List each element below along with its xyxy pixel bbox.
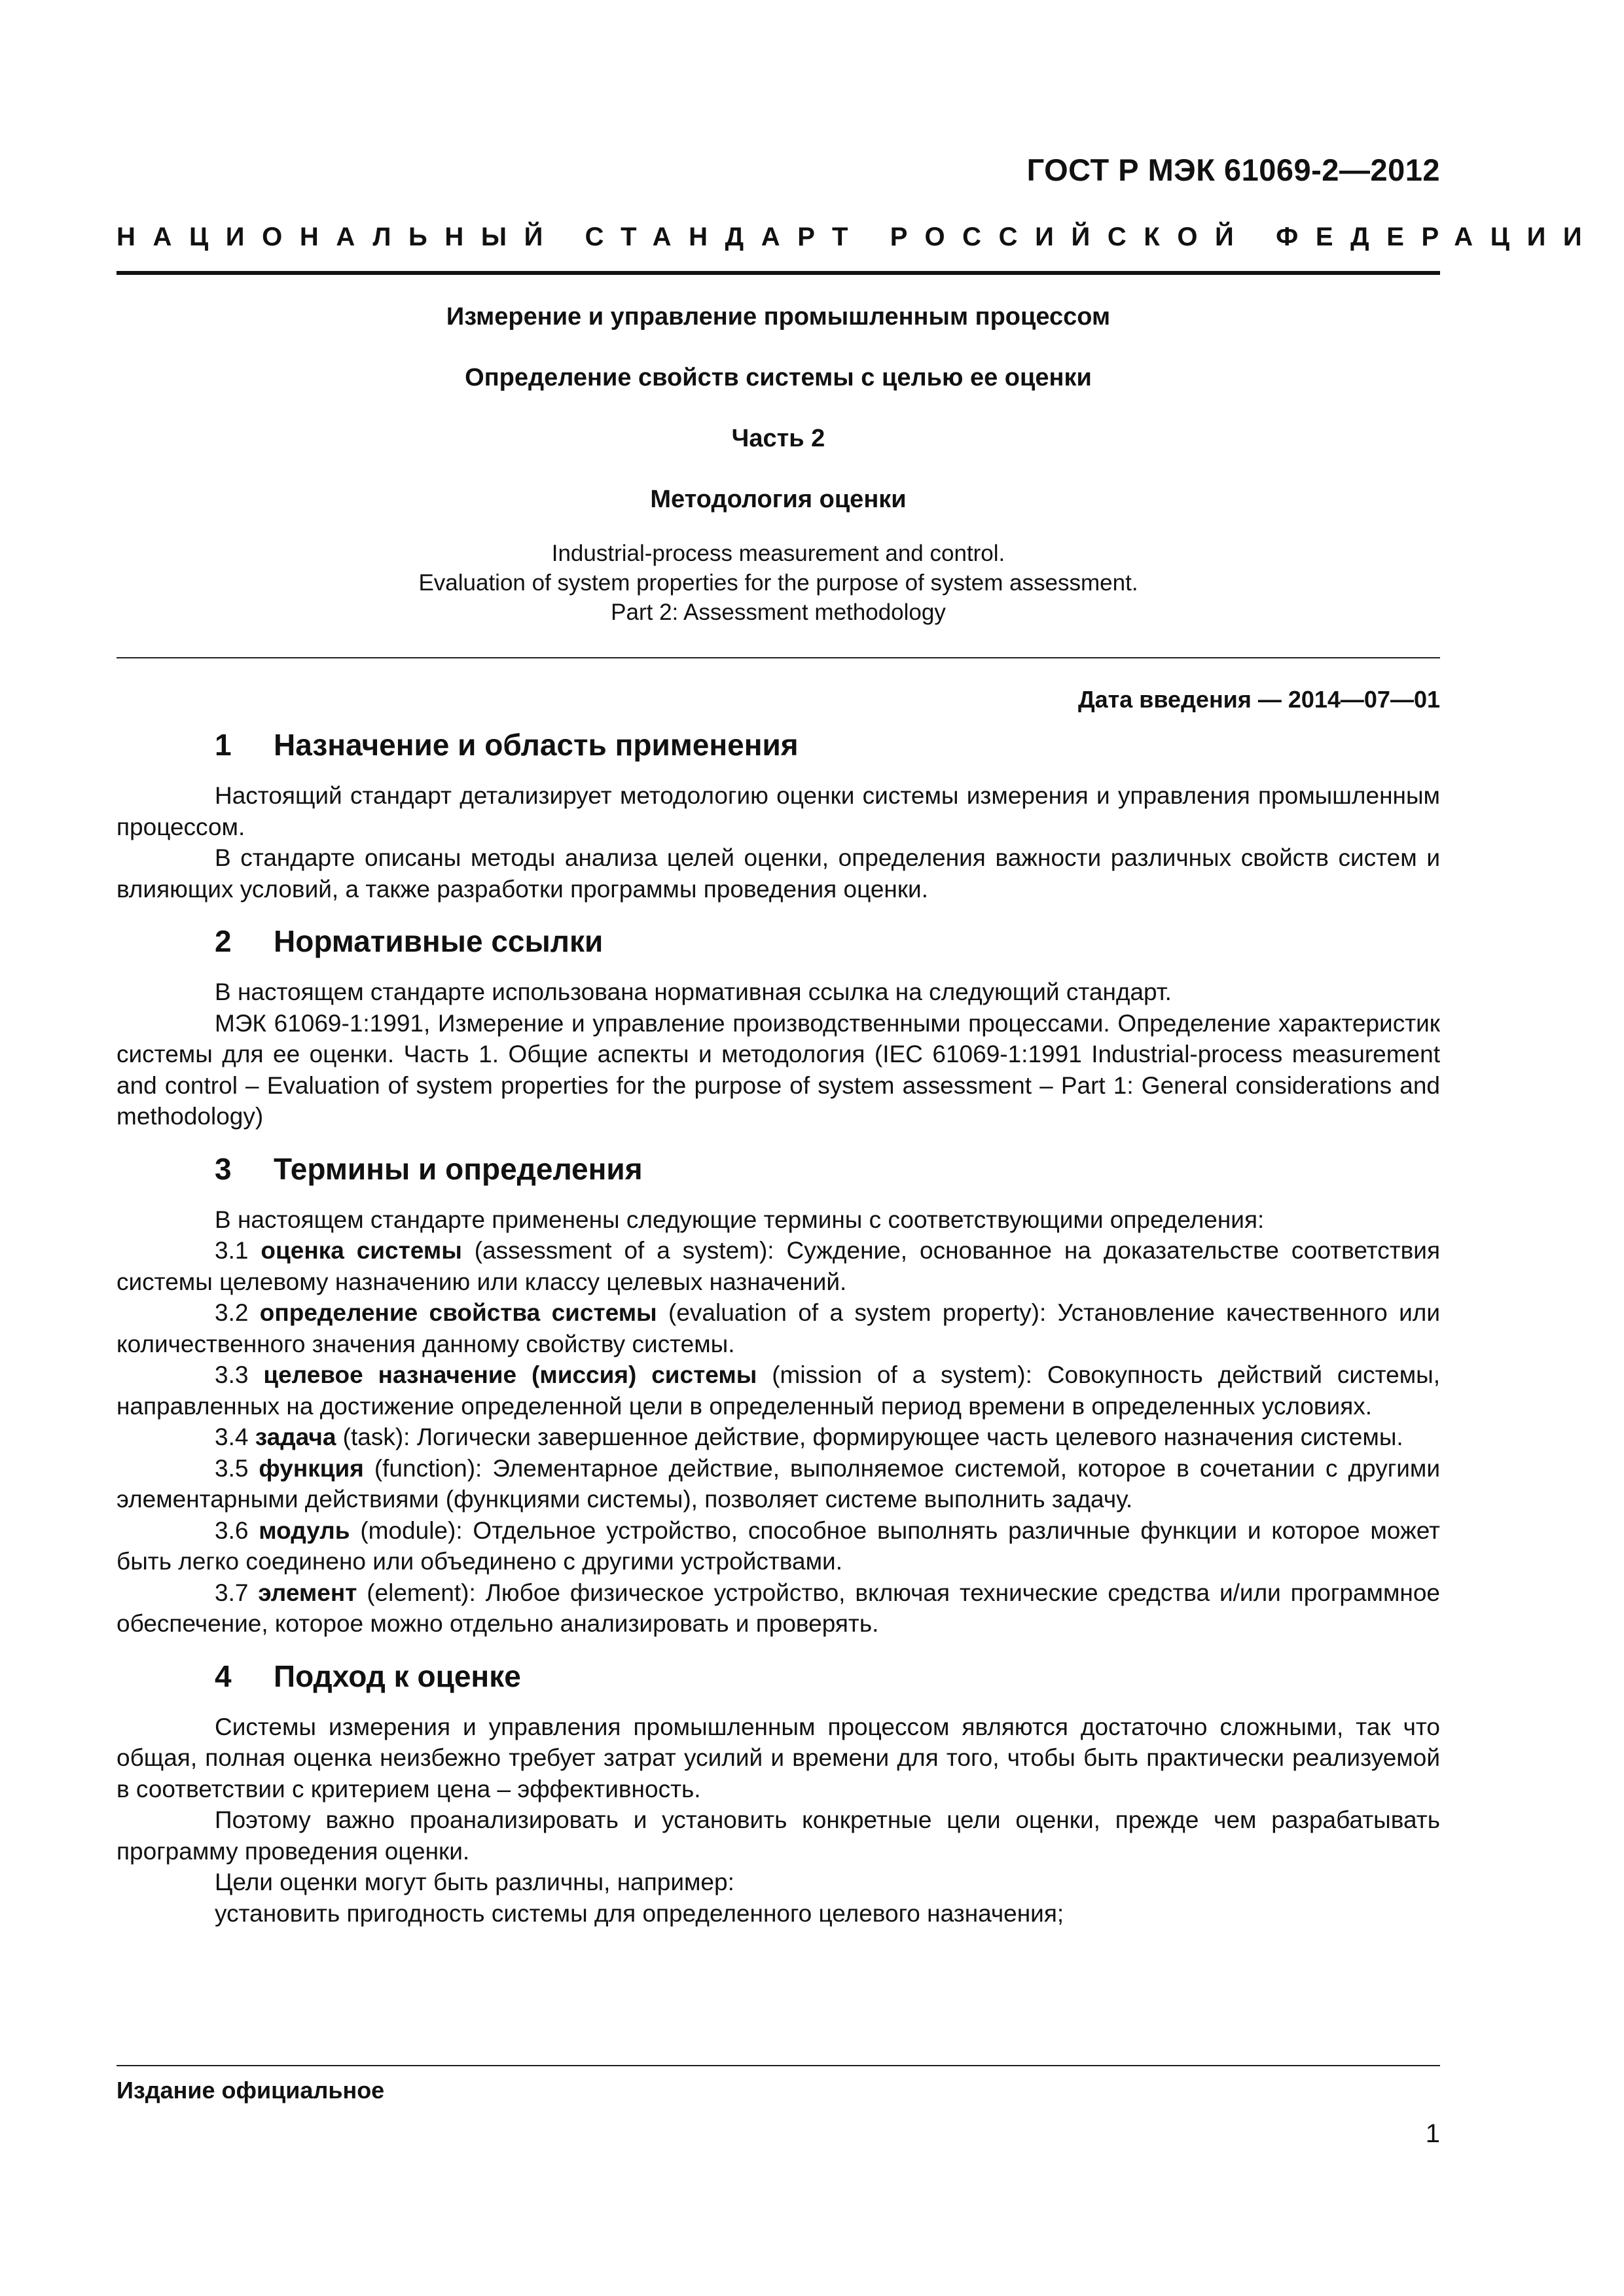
term-text: (evaluation of a system property): Установление качественного или количественного значения данному свойству системы.	[117, 1299, 1440, 1357]
term-name: модуль	[259, 1516, 350, 1544]
term-definition	[117, 1577, 1440, 1640]
footer-rule	[117, 2065, 1440, 2066]
term-text: (assessment of a system): Суждение, основанное на доказательстве соответствия системы целевому назначению или классу целевых назначений.	[117, 1237, 1441, 1295]
term-number: 3.2	[215, 1299, 249, 1326]
title-line-2: Определение свойств системы с целью ее оценки	[465, 364, 1092, 391]
term-text: (function): Элементарное действие, выполняемое системой, которое в сочетании с другими элементарными действиями (функциями системы), позволяет системе выполнить задачу.	[117, 1454, 1440, 1513]
term-number: 3.1	[215, 1237, 249, 1264]
english-title-2: Evaluation of system properties for the purpose of system assessment.	[418, 570, 1138, 596]
title-block	[117, 301, 1440, 627]
edition-label: Издание официальное	[117, 2077, 385, 2104]
title-line-1: Измерение и управление промышленным процессом	[446, 303, 1111, 331]
english-title-1: Industrial-process measurement and control.	[551, 541, 1005, 566]
term-name: элемент	[258, 1579, 357, 1606]
paragraph: Поэтому важно проанализировать и установить конкретные цели оценки, прежде чем разрабатывать программу проведения оценки.	[117, 1806, 1440, 1865]
term-name: оценка системы	[261, 1237, 462, 1264]
term-text: (task): Логически завершенное действие, формирующее часть целевого назначения системы.	[336, 1424, 1403, 1450]
national-standard-heading: НАЦИОНАЛЬНЫЙ СТАНДАРТ РОССИЙСКОЙ ФЕДЕРАЦИИ	[117, 223, 1600, 251]
paragraph: В настоящем стандарте использована нормативная ссылка на следующий стандарт.	[215, 978, 1172, 1005]
section-title: Назначение и область применения	[274, 728, 799, 762]
term-text: (module): Отдельное устройство, способное выполнять различные функции и которое может быть легко соединено или объединено с другими устройствами.	[117, 1516, 1440, 1575]
paragraph: В настоящем стандарте применены следующие термины с соответствующими определения:	[215, 1206, 1265, 1233]
paragraph: В стандарте описаны методы анализа целей оценки, определения важности различных свойств систем и влияющих условий, а также разработки программы проведения оценки.	[117, 844, 1440, 903]
section-title: Подход к оценке	[274, 1659, 521, 1693]
introduction-date: Дата введения — 2014—07—01	[1077, 686, 1440, 713]
term-name: целевое назначение (миссия) системы	[263, 1361, 757, 1388]
paragraph: Настоящий стандарт детализирует методологию оценки системы измерения и управления промышленным процессом.	[117, 782, 1440, 840]
term-name: функция	[259, 1454, 364, 1482]
term-definition	[117, 1359, 1440, 1422]
section-number: 2	[215, 924, 232, 958]
paragraph: установить пригодность системы для определенного целевого назначения;	[215, 1899, 1064, 1927]
body-content	[117, 725, 1440, 1929]
section-2-heading	[117, 922, 1440, 961]
term-number: 3.6	[215, 1516, 249, 1544]
paragraph: Цели оценки могут быть различны, например:	[215, 1869, 734, 1895]
title-line-4: Методология оценки	[650, 486, 907, 513]
section-3-heading	[117, 1149, 1440, 1189]
header-rule	[117, 271, 1440, 275]
term-definition	[117, 1235, 1440, 1297]
document-page	[117, 0, 1600, 2296]
normative-reference: МЭК 61069-1:1991, Измерение и управление производственными процессами. Определение характеристик системы для ее оценки. Часть 1. Общие аспекты и методология (IEC 61069-1:1991 Industrial-process measurement and control – Evaluation of system properties for the purpose of system assessment – Part 1: General considerations and methodology)	[117, 1009, 1440, 1130]
title-line-part: Часть 2	[731, 425, 825, 452]
term-text: (mission of a system): Совокупность действий системы, направленных на достижение определенной цели в определенный период времени в определенных условиях.	[117, 1361, 1441, 1420]
term-definition	[117, 1297, 1440, 1359]
english-title-3: Part 2: Assessment methodology	[611, 600, 946, 625]
term-name: определение свойства системы	[259, 1299, 657, 1326]
term-definition	[117, 1422, 1440, 1453]
page-number: 1	[1425, 2119, 1440, 2148]
section-number: 3	[215, 1151, 232, 1186]
term-definition	[117, 1515, 1440, 1577]
term-text: (element): Любое физическое устройство, включая технические средства и/или программное обеспечение, которое можно отдельно анализировать и проверять.	[117, 1579, 1440, 1637]
term-number: 3.5	[215, 1454, 249, 1482]
section-number: 4	[215, 1659, 232, 1693]
term-name: задача	[255, 1424, 336, 1450]
paragraph: Системы измерения и управления промышленным процессом являются достаточно сложными, так что общая, полная оценка неизбежно требует затрат усилий и времени для того, чтобы быть практически реализуемой в соответствии с критерием цена – эффективность.	[117, 1713, 1440, 1803]
title-rule	[117, 657, 1440, 658]
section-4-heading	[117, 1657, 1440, 1696]
term-number: 3.7	[215, 1579, 249, 1606]
term-definition	[117, 1453, 1440, 1515]
term-number: 3.3	[215, 1361, 249, 1388]
section-1-heading	[117, 725, 1440, 764]
section-title: Термины и определения	[274, 1151, 643, 1186]
section-number: 1	[215, 728, 232, 762]
section-title: Нормативные ссылки	[274, 924, 604, 958]
document-number: ГОСТ Р МЭК 61069-2—2012	[1026, 152, 1440, 187]
term-number: 3.4	[215, 1424, 249, 1450]
